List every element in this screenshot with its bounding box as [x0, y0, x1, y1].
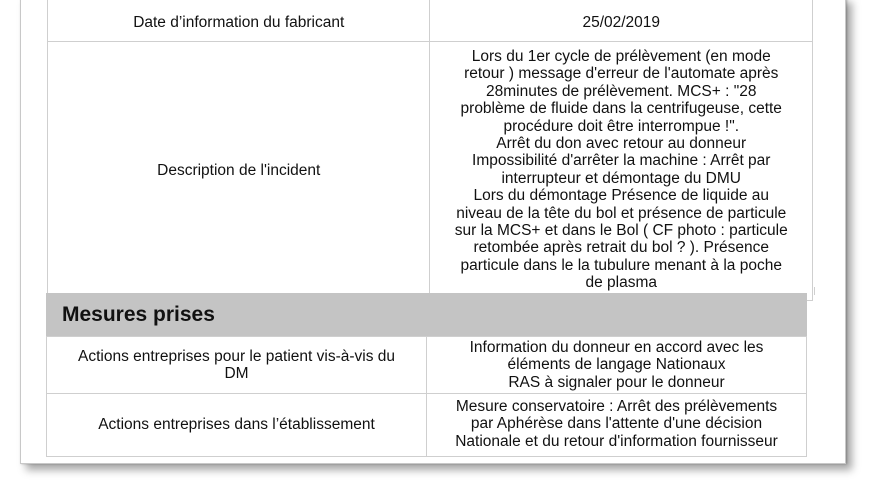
description-line: de plasma	[585, 274, 657, 292]
value-line: Information du donneur en accord avec les	[469, 338, 764, 356]
description-line: problème de fluide dans la centrifugeuse, cette	[460, 100, 782, 118]
label-line: DM	[224, 365, 249, 382]
date-value: 25/02/2019	[430, 0, 813, 42]
table-row	[48, 42, 813, 301]
description-line: niveau de la tête du bol et présence de particule	[456, 204, 787, 222]
description-line: particule dans le la tubulure menant à la poche	[460, 256, 782, 274]
label-line: Actions entreprises dans l’établissement	[98, 416, 375, 434]
table-row	[48, 0, 813, 42]
table-row	[47, 337, 807, 394]
description-line: 28minutes de prélèvement. MCS+ : "28	[486, 82, 757, 100]
date-label: Date d’information du fabricant	[48, 0, 430, 42]
establishment-actions-value	[427, 394, 807, 457]
description-line: Impossibilité d'arrêter la machine : Arrêt par	[472, 152, 771, 170]
value-line: Nationale et du retour d'information fournisseur	[455, 432, 778, 450]
incident-table	[47, 0, 813, 301]
label-line: Actions entreprises pour le patient vis-à-vis du	[77, 347, 396, 365]
description-line: sur la MCS+ et dans le Bol ( CF photo : particule	[454, 222, 788, 240]
patient-actions-label	[47, 337, 427, 394]
value-line: RAS à signaler pour le donneur	[508, 373, 725, 391]
document-page	[20, 0, 846, 464]
description-line: retombée après retrait du bol ? ). Présence	[473, 239, 769, 257]
establishment-actions-label	[47, 394, 427, 457]
description-line: retour ) message d'erreur de l'automate après	[464, 65, 779, 83]
table-row	[47, 394, 807, 457]
measures-table	[46, 336, 807, 457]
section-header-mesures: Mesures prises	[46, 293, 807, 336]
description-line: interrupteur et démontage du DMU	[501, 169, 741, 187]
description-label: Description de l'incident	[48, 42, 430, 301]
value-line: Mesure conservatoire : Arrêt des prélèvements	[455, 398, 778, 415]
description-line: Lors du 1er cycle de prélèvement (en mode	[471, 48, 771, 65]
value-line: par Aphérèse dans l'attente d'une décision	[470, 415, 763, 433]
patient-actions-value	[427, 337, 807, 394]
description-line: Lors du démontage Présence de liquide au	[473, 187, 770, 205]
value-line: éléments de langage Nationaux	[507, 356, 726, 374]
description-value	[430, 42, 813, 301]
description-line: Arrêt du don avec retour au donneur	[496, 135, 747, 153]
description-line: procédure doit être interrompue !".	[503, 117, 740, 135]
